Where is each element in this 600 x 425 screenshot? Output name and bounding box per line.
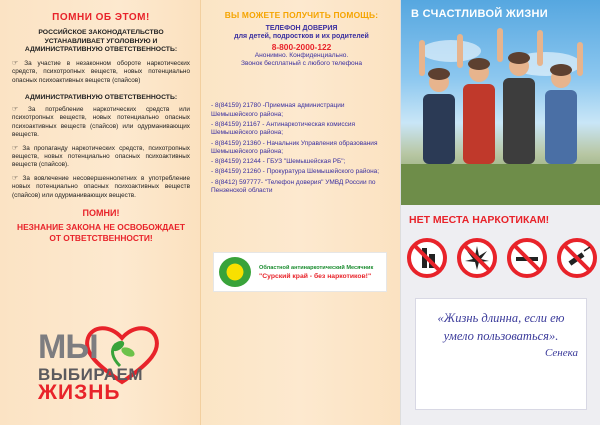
campaign-banner [213,252,387,292]
campaign-emblem-icon [219,257,251,287]
no-syringe-icon [557,238,597,278]
hotline-free: Звонок бесплатный с любого телефона [240,60,363,68]
quote-author: Сенека [544,347,578,359]
phone-item: - 8(84159) 21244 - ГБУЗ "Шемышейская РБ"; [211,158,346,166]
pointing-hand-icon: ☞ [12,106,19,113]
no-alcohol-icon [407,238,447,278]
quote-box [415,298,587,410]
hotline-anon: Анонимно. Конфиденциально. [254,52,349,59]
admin-item-3: ☞ За вовлечение несовершеннолетних в употребление новых потенциально опасных психоактивных веществ (спайсов) или одурманивающих веществ. [12,174,190,199]
logo-word-choose: ВЫБИРАЕМ [38,365,143,384]
we-choose-life-logo [38,318,178,418]
hotline-title: ТЕЛЕФОН ДОВЕРИЯ [265,25,338,32]
prohibition-signs [407,238,597,278]
phone-item: - 8(84159) 21260 - Прокуратура Шемышейского района; [211,168,380,176]
right-panel [400,0,600,425]
remember-title: ПОМНИ ОБ ЭТОМ! [52,12,150,23]
people-silhouette-icon [401,0,600,205]
remember-heading: ПОМНИ! [82,208,120,219]
pointing-hand-icon: ☞ [12,59,19,67]
banner-line-1: Областной антинаркотический Месячник [259,264,374,271]
criminal-item: ☞ За участие в незаконном обороте наркотических средств, психотропных веществ, новых потенциально опасных психоактивных веществ (спайсов) [12,59,190,84]
middle-panel [200,0,400,425]
law-intro: РОССИЙСКОЕ ЗАКОНОДАТЕЛЬСТВО УСТАНАВЛИВАЕТ УГОЛОВНУЮ И АДМИНИСТРАТИВНУЮ ОТВЕТСТВЕННОСТЬ: [24,29,178,54]
logo-word-life: ЖИЗНЬ [38,381,121,404]
no-drugs-heading: НЕТ МЕСТА НАРКОТИКАМ! [409,214,550,226]
pointing-hand-icon: ☞ [12,174,19,182]
hotline-for: для детей, подростков и их родителей [234,33,369,40]
phone-item: - 8(8412) 597777- "Телефон доверия" УМВД России по Пензенской области [211,178,376,195]
seneca-quote: «Жизнь длинна, если ею умело пользоваться». [437,311,565,343]
no-cannabis-icon [457,238,497,278]
ignorance-heading: НЕЗНАНИЕ ЗАКОНА НЕ ОСВОБОЖДАЕТ ОТ ОТВЕТСТВЕННОСТИ! [17,222,185,243]
photo-title: В СЧАСТЛИВОЙ ЖИЗНИ [411,8,548,20]
phone-item: - 8(84159) 21360 - Начальник Управления образования Шемышейского района; [211,139,378,155]
help-title: ВЫ МОЖЕТЕ ПОЛУЧИТЬ ПОМОЩЬ: [224,10,379,20]
admin-item-1: ☞ За потребление наркотических средств или психотропных веществ, новых потенциально опасных психоактивных веществ (спайсов) или одурманивающих веществ. [12,106,190,139]
left-panel [0,0,200,425]
banner-line-2: "Сурский край - без наркотиков!" [259,272,372,280]
admin-title: АДМИНИСТРАТИВНУЮ ОТВЕТСТВЕННОСТЬ: [24,94,178,101]
phone-list [211,102,392,195]
admin-item-2: ☞ За пропаганду наркотических средств, психотропных веществ, новых потенциально опасных психоактивных веществ (спайсов). [12,144,190,169]
logo-word-we: МЫ [38,328,98,366]
pointing-hand-icon: ☞ [12,144,19,152]
no-smoking-icon [507,238,547,278]
happy-youth-photo [401,0,600,205]
phone-item: - 8(84159) 21167 - Антинаркотическая комиссия Шемышейского района; [211,121,355,137]
hotline-number: 8-800-2000-122 [271,42,332,52]
phone-item: - 8(84159) 21780 -Приемная администрации Шемышейского района; [211,102,345,118]
